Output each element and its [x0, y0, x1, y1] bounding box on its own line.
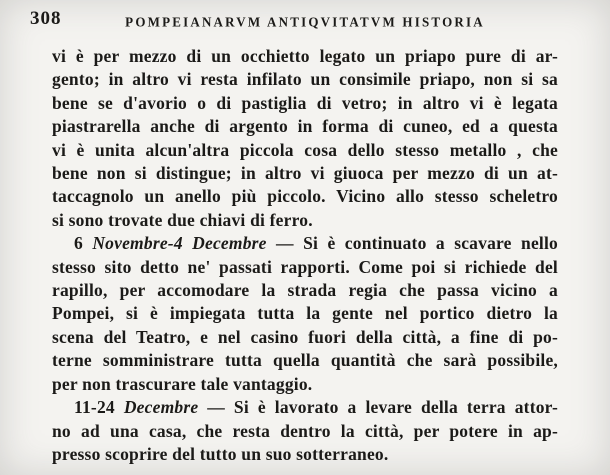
text-segment: scena del Teatro, e nel casino fuori della città, a fine di po- — [52, 326, 558, 347]
text-segment: 11-24 — [74, 397, 124, 418]
text-line — [52, 349, 558, 372]
text-line — [52, 232, 558, 255]
text-segment: bene non si distingue; in altro vi giuoca per mezzo di un at- — [52, 163, 558, 184]
text-segment: gento; in altro vi resta infilato un consimile priapo, non si sa — [52, 69, 558, 90]
paragraph — [52, 396, 558, 466]
text-segment — [183, 233, 192, 253]
text-segment: per non trascurare tale vantaggio. — [52, 373, 313, 394]
text-block — [0, 38, 610, 466]
text-line — [52, 115, 558, 138]
text-segment: stesso sito detto ne' passati rapporti. Come poi si richiede del — [52, 256, 558, 277]
text-segment: — Si è continuato a scavare nello — [266, 233, 558, 254]
text-segment: presso scoprire del tutto un suo sotterraneo. — [52, 443, 389, 464]
text-segment: vi è unita alcun'altra piccola cosa dello stesso metallo , che — [52, 139, 558, 160]
running-title: POMPEIANARVM ANTIQVITATVM HISTORIA — [125, 13, 485, 30]
text-segment: taccagnolo un anello più piccolo. Vicino allo stesso scheletro — [52, 186, 558, 207]
paragraph — [52, 45, 558, 232]
text-segment: si sono trovate due chiavi di ferro. — [52, 209, 313, 230]
text-segment: no ad una casa, che resta dentro la città, per potere in ap- — [52, 420, 558, 441]
paragraph — [52, 232, 558, 396]
text-line — [52, 279, 558, 302]
page-header — [0, 0, 610, 38]
text-line — [52, 420, 558, 443]
italic-date-text: Novembre-4 — [92, 233, 183, 254]
text-segment: vi è per mezzo di un occhietto legato un priapo pure di ar- — [52, 46, 558, 66]
text-line — [52, 68, 558, 91]
text-line — [52, 209, 558, 232]
text-line — [52, 373, 558, 396]
text-line — [52, 92, 558, 115]
text-segment: terne somministrare tutta quella quantità che sarà possibile, — [52, 350, 558, 371]
text-line — [52, 443, 558, 466]
page-number: 308 — [30, 8, 62, 29]
text-segment: rapillo, per accomodare la strada regia che passa vicino a — [52, 280, 558, 301]
text-line — [52, 139, 558, 162]
text-segment: piastrarella anche di argento in forma di cuneo, ed a questa — [52, 116, 558, 137]
text-segment: Pompei, si è impiegata tutta la gente nel portico dietro la — [52, 303, 558, 324]
text-line — [52, 162, 558, 185]
italic-date-text: Decembre — [123, 397, 199, 418]
text-line — [52, 256, 558, 279]
text-line — [52, 185, 558, 208]
text-line — [52, 326, 558, 349]
text-segment: — Si è lavorato a levare della terra attor- — [198, 397, 559, 418]
text-line — [52, 396, 558, 419]
text-line — [52, 45, 558, 68]
text-segment: bene se d'avorio o di pastiglia di vetro; in altro vi è legata — [52, 92, 558, 113]
text-line — [52, 302, 558, 325]
italic-date-text: Decembre — [192, 233, 267, 254]
text-segment: 6 — [74, 233, 93, 254]
